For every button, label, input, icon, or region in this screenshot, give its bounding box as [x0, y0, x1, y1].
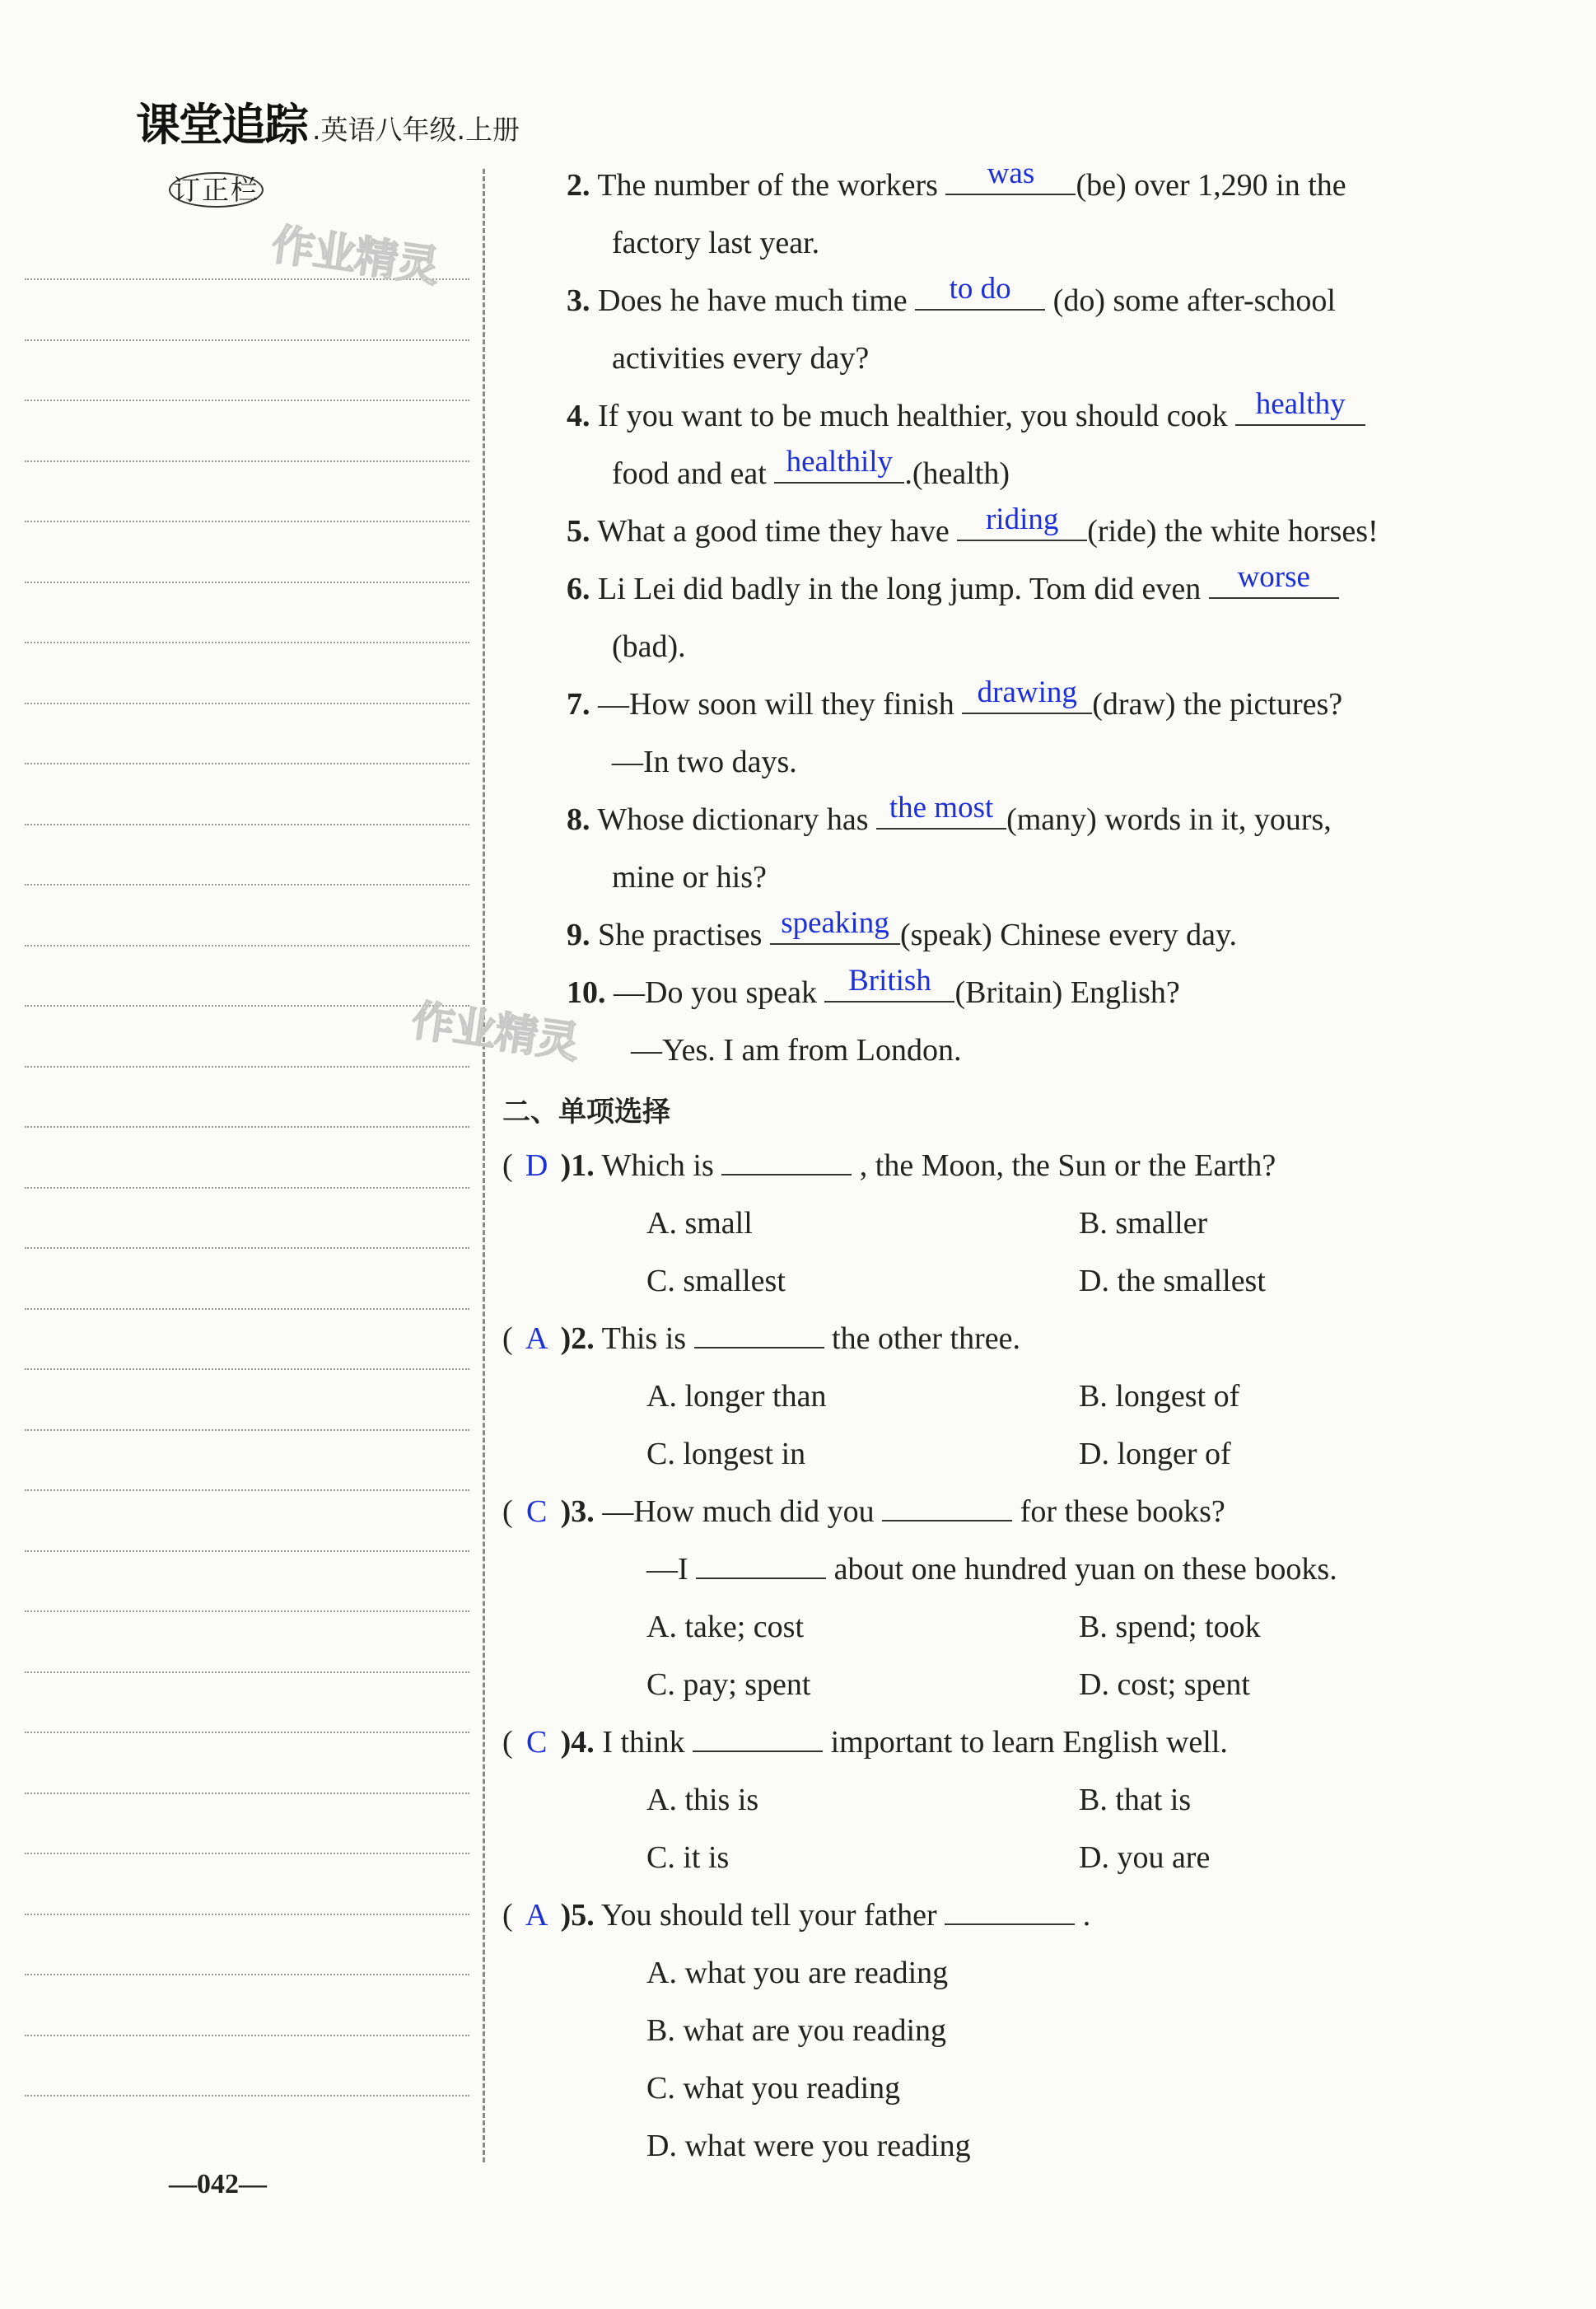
- correction-column-label: [169, 169, 267, 208]
- mc-question-5-stem: ( A )5. You should tell your father .: [502, 1895, 1090, 1936]
- answer-blank[interactable]: [945, 1895, 1075, 1925]
- column-divider: [483, 169, 485, 2162]
- answer-blank[interactable]: drawing: [962, 685, 1092, 714]
- correction-line: [25, 884, 469, 886]
- question-7-line-2: —In two days.: [612, 745, 797, 779]
- answer-blank[interactable]: to do: [915, 281, 1045, 311]
- mc-option[interactable]: D. you are: [1079, 1840, 1211, 1875]
- correction-line: [25, 1247, 469, 1249]
- answer-blank[interactable]: [694, 1319, 824, 1348]
- correction-line: [25, 460, 469, 462]
- answer-bracket: (: [502, 1321, 513, 1356]
- mc-option[interactable]: B. that is: [1079, 1783, 1192, 1817]
- answer-blank[interactable]: worse: [1209, 569, 1339, 599]
- correction-line: [25, 1732, 469, 1733]
- correction-line: [25, 1974, 469, 1975]
- answer-blank[interactable]: riding: [957, 512, 1087, 541]
- correction-line: [25, 703, 469, 704]
- question-2-line-1: 2. The number of the workers was (be) over 1,290 in the: [567, 157, 1346, 203]
- answer-blank[interactable]: [882, 1492, 1012, 1521]
- question-8-line-2: mine or his?: [612, 860, 767, 895]
- mc-option[interactable]: C. what you reading: [646, 2071, 901, 2106]
- mc-answer[interactable]: C: [525, 1494, 548, 1529]
- mc-option[interactable]: A. take; cost: [646, 1610, 805, 1644]
- mc-option[interactable]: A. longer than: [646, 1379, 827, 1414]
- mc-option[interactable]: B. smaller: [1079, 1206, 1208, 1241]
- watermark: 作业精灵: [408, 996, 582, 1068]
- question-6-line-1: 6. Li Lei did badly in the long jump. Tom did even worse: [567, 568, 1339, 610]
- correction-line: [25, 1368, 469, 1370]
- correction-line: [25, 1671, 469, 1673]
- correction-line: [25, 1793, 469, 1794]
- mc-answer[interactable]: C: [525, 1725, 548, 1760]
- mc-option[interactable]: B. what are you reading: [646, 2013, 947, 2048]
- correction-line: [25, 945, 469, 947]
- correction-line: [25, 521, 469, 522]
- mc-question-2-stem: ( A )2. This is the other three.: [502, 1318, 1020, 1359]
- mc-option[interactable]: C. it is: [646, 1840, 730, 1875]
- correction-line: [25, 2035, 469, 2036]
- correction-line: [25, 1429, 469, 1431]
- page-number: —042—: [169, 2169, 267, 2199]
- correction-line: [25, 763, 469, 764]
- correction-line: [25, 2095, 469, 2096]
- question-3-line-2: activities every day?: [612, 341, 870, 376]
- question-9-line-1: 9. She practises speaking (speak) Chinese every day.: [567, 906, 1237, 952]
- correction-line: [25, 1914, 469, 1915]
- mc-option[interactable]: B. spend; took: [1079, 1610, 1261, 1644]
- correction-line: [25, 582, 469, 583]
- correction-line: [25, 642, 469, 643]
- correction-line: [25, 1066, 469, 1068]
- answer-blank[interactable]: [696, 1549, 826, 1579]
- answer-blank[interactable]: was: [945, 166, 1076, 195]
- mc-question-4-stem: ( C )4. I think important to learn English well.: [502, 1722, 1228, 1763]
- correction-line: [25, 1853, 469, 1854]
- answer-blank[interactable]: healthy: [1235, 396, 1365, 426]
- mc-option[interactable]: D. longer of: [1079, 1437, 1231, 1471]
- correction-line: [25, 1489, 469, 1491]
- correction-line: [25, 1308, 469, 1310]
- mc-answer[interactable]: A: [525, 1898, 548, 1933]
- question-5-line-1: 5. What a good time they have riding (ride) the white horses!: [567, 502, 1379, 549]
- answer-blank[interactable]: British: [824, 973, 954, 1003]
- correction-line: [25, 1126, 469, 1128]
- question-7-line-1: 7. —How soon will they finish drawing (draw) the pictures?: [567, 675, 1343, 722]
- answer-bracket: (: [502, 1148, 513, 1183]
- answer-blank[interactable]: speaking: [770, 915, 900, 945]
- mc-option[interactable]: D. the smallest: [1079, 1264, 1266, 1298]
- watermark: 作业精灵: [268, 220, 442, 292]
- mc-question-1-stem: ( D )1. Which is , the Moon, the Sun or the Earth?: [502, 1145, 1276, 1186]
- correction-line: [25, 1550, 469, 1552]
- mc-option[interactable]: B. longest of: [1079, 1379, 1240, 1414]
- question-4-line-2: food and eat healthily .(health): [612, 445, 1010, 491]
- page-header: [136, 92, 520, 150]
- mc-question-3-stem: ( C )3. —How much did you for these books?: [502, 1491, 1225, 1532]
- correction-line: [25, 1005, 469, 1007]
- answer-bracket: (: [502, 1898, 513, 1933]
- mc-option[interactable]: C. pay; spent: [646, 1667, 811, 1702]
- mc-option[interactable]: C. smallest: [646, 1264, 786, 1298]
- brand-logo: 课堂追踪: [136, 99, 307, 151]
- correction-line: [25, 1187, 469, 1189]
- mc-answer[interactable]: A: [525, 1321, 548, 1356]
- mc-question-3-stem-2: —I about one hundred yuan on these books.: [646, 1549, 1337, 1590]
- question-8-line-1: 8. Whose dictionary has the most (many) words in it, yours,: [567, 791, 1332, 837]
- question-10-line-2: —Yes. I am from London.: [631, 1033, 962, 1068]
- correction-line: [25, 339, 469, 341]
- answer-blank[interactable]: [721, 1146, 852, 1176]
- correction-label-text: 订正栏: [169, 172, 264, 208]
- answer-blank[interactable]: healthily: [774, 454, 904, 484]
- correction-line: [25, 824, 469, 825]
- mc-answer[interactable]: D: [525, 1148, 548, 1183]
- answer-bracket: (: [502, 1494, 513, 1529]
- question-4-line-1: 4. If you want to be much healthier, you should cook healthy: [567, 395, 1365, 437]
- mc-option[interactable]: D. what were you reading: [646, 2129, 971, 2163]
- mc-option[interactable]: D. cost; spent: [1079, 1667, 1250, 1702]
- question-2-line-2: factory last year.: [612, 226, 820, 260]
- question-3-line-1: 3. Does he have much time to do (do) some after-school: [567, 272, 1336, 318]
- answer-blank[interactable]: [693, 1722, 823, 1752]
- section-title: 二、单项选择: [502, 1096, 670, 1129]
- correction-line: [25, 1610, 469, 1612]
- question-10-line-1: 10. —Do you speak British (Britain) English?: [567, 964, 1180, 1010]
- answer-blank[interactable]: the most: [876, 800, 1006, 830]
- mc-option[interactable]: A. this is: [646, 1783, 759, 1817]
- book-subtitle: .英语八年级.上册: [312, 114, 520, 146]
- question-6-line-2: (bad).: [612, 629, 686, 664]
- mc-option[interactable]: A. small: [646, 1206, 753, 1241]
- mc-option[interactable]: A. what you are reading: [646, 1956, 949, 1990]
- answer-bracket: (: [502, 1725, 513, 1760]
- correction-line: [25, 400, 469, 401]
- mc-option[interactable]: C. longest in: [646, 1437, 806, 1471]
